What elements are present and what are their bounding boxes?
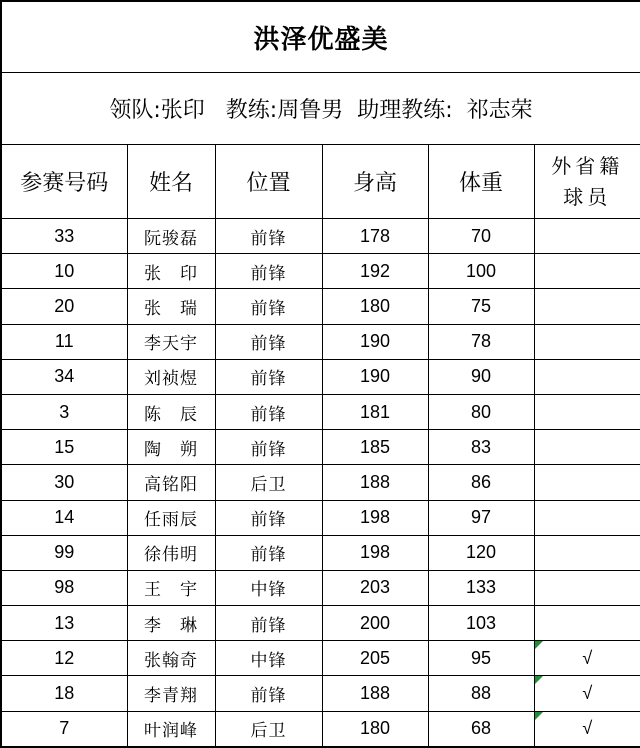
header-foreign-line2: 球员 xyxy=(535,182,640,213)
player-name-cell[interactable]: 任雨辰 xyxy=(127,500,215,535)
player-name-cell[interactable]: 刘祯煜 xyxy=(127,359,215,394)
player-position-cell[interactable]: 前锋 xyxy=(215,535,322,570)
player-number-cell[interactable]: 30 xyxy=(1,465,127,500)
player-name-cell[interactable]: 李 琳 xyxy=(127,606,215,641)
player-weight-cell[interactable]: 100 xyxy=(428,254,534,289)
header-position: 位置 xyxy=(215,145,322,219)
player-number-cell[interactable]: 98 xyxy=(1,570,127,605)
header-number: 参赛号码 xyxy=(1,145,127,219)
player-number-cell[interactable]: 3 xyxy=(1,394,127,429)
player-position-cell[interactable]: 前锋 xyxy=(215,606,322,641)
player-number-cell[interactable]: 15 xyxy=(1,430,127,465)
player-weight-cell[interactable]: 86 xyxy=(428,465,534,500)
table-row xyxy=(1,430,640,465)
foreign-player-cell[interactable] xyxy=(534,219,640,254)
table-row xyxy=(1,289,640,324)
player-weight-cell[interactable]: 90 xyxy=(428,359,534,394)
player-position-cell[interactable]: 前锋 xyxy=(215,676,322,711)
foreign-player-cell[interactable] xyxy=(534,324,640,359)
staff-line xyxy=(1,73,640,145)
table-row xyxy=(1,219,640,254)
column-header-row xyxy=(1,145,640,219)
table-row xyxy=(1,711,640,747)
player-position-cell[interactable]: 前锋 xyxy=(215,430,322,465)
player-height-cell[interactable]: 180 xyxy=(322,289,428,324)
player-number-cell[interactable]: 99 xyxy=(1,535,127,570)
player-position-cell[interactable]: 前锋 xyxy=(215,359,322,394)
player-weight-cell[interactable]: 75 xyxy=(428,289,534,324)
player-height-cell[interactable]: 188 xyxy=(322,676,428,711)
player-height-cell[interactable]: 198 xyxy=(322,500,428,535)
player-number-cell[interactable]: 13 xyxy=(1,606,127,641)
player-number-cell[interactable]: 14 xyxy=(1,500,127,535)
player-height-cell[interactable]: 180 xyxy=(322,711,428,747)
player-weight-cell[interactable]: 78 xyxy=(428,324,534,359)
player-weight-cell[interactable]: 70 xyxy=(428,219,534,254)
player-weight-cell[interactable]: 103 xyxy=(428,606,534,641)
player-number-cell[interactable]: 34 xyxy=(1,359,127,394)
comment-indicator-icon[interactable] xyxy=(535,712,543,720)
player-height-cell[interactable]: 192 xyxy=(322,254,428,289)
player-position-cell[interactable]: 前锋 xyxy=(215,324,322,359)
player-height-cell[interactable]: 178 xyxy=(322,219,428,254)
player-weight-cell[interactable]: 97 xyxy=(428,500,534,535)
header-foreign-player xyxy=(534,145,640,219)
player-height-cell[interactable]: 181 xyxy=(322,394,428,429)
player-number-cell[interactable]: 18 xyxy=(1,676,127,711)
player-weight-cell[interactable]: 133 xyxy=(428,570,534,605)
player-height-cell[interactable]: 188 xyxy=(322,465,428,500)
player-weight-cell[interactable]: 83 xyxy=(428,430,534,465)
player-number-cell[interactable]: 10 xyxy=(1,254,127,289)
player-position-cell[interactable]: 后卫 xyxy=(215,711,322,747)
player-name-cell[interactable]: 张翰奇 xyxy=(127,641,215,676)
leader-name: 张印 xyxy=(161,98,205,123)
table-row xyxy=(1,465,640,500)
foreign-player-cell[interactable] xyxy=(534,535,640,570)
coach-name: 周鲁男 xyxy=(277,98,343,123)
player-number-cell[interactable]: 20 xyxy=(1,289,127,324)
player-name-cell[interactable]: 李青翔 xyxy=(127,676,215,711)
player-number-cell[interactable]: 11 xyxy=(1,324,127,359)
player-weight-cell[interactable]: 95 xyxy=(428,641,534,676)
player-number-cell[interactable]: 12 xyxy=(1,641,127,676)
header-foreign-line1: 外省籍 xyxy=(535,151,640,182)
player-position-cell[interactable]: 前锋 xyxy=(215,254,322,289)
player-weight-cell[interactable]: 68 xyxy=(428,711,534,747)
player-name-cell[interactable]: 陶 朔 xyxy=(127,430,215,465)
player-height-cell[interactable]: 185 xyxy=(322,430,428,465)
foreign-player-cell[interactable] xyxy=(534,254,640,289)
foreign-player-cell[interactable] xyxy=(534,359,640,394)
player-name-cell[interactable]: 李天宇 xyxy=(127,324,215,359)
foreign-player-cell[interactable] xyxy=(534,394,640,429)
assistant-coach-label: 助理教练: xyxy=(357,98,452,123)
player-position-cell[interactable]: 前锋 xyxy=(215,289,322,324)
player-height-cell[interactable]: 205 xyxy=(322,641,428,676)
player-height-cell[interactable]: 203 xyxy=(322,570,428,605)
player-weight-cell[interactable]: 88 xyxy=(428,676,534,711)
table-row xyxy=(1,394,640,429)
header-weight: 体重 xyxy=(428,145,534,219)
foreign-player-cell[interactable]: √ xyxy=(534,641,640,676)
table-row xyxy=(1,324,640,359)
player-weight-cell[interactable]: 80 xyxy=(428,394,534,429)
table-row xyxy=(1,676,640,711)
assistant-coach-name: 祁志荣 xyxy=(467,98,533,123)
player-weight-cell[interactable]: 120 xyxy=(428,535,534,570)
foreign-player-cell[interactable] xyxy=(534,465,640,500)
table-row xyxy=(1,570,640,605)
player-position-cell[interactable]: 中锋 xyxy=(215,570,322,605)
player-name-cell[interactable]: 王 宇 xyxy=(127,570,215,605)
foreign-player-cell[interactable] xyxy=(534,606,640,641)
player-height-cell[interactable]: 190 xyxy=(322,324,428,359)
team-title: 洪泽优盛美 xyxy=(1,1,640,73)
foreign-player-cell[interactable]: √ xyxy=(534,711,640,747)
player-position-cell[interactable]: 中锋 xyxy=(215,641,322,676)
header-name: 姓名 xyxy=(127,145,215,219)
player-height-cell[interactable]: 198 xyxy=(322,535,428,570)
table-row xyxy=(1,254,640,289)
header-height: 身高 xyxy=(322,145,428,219)
player-name-cell[interactable]: 张 印 xyxy=(127,254,215,289)
player-position-cell[interactable]: 前锋 xyxy=(215,219,322,254)
foreign-player-cell[interactable] xyxy=(534,570,640,605)
leader-label: 领队: xyxy=(109,98,160,123)
player-position-cell[interactable]: 后卫 xyxy=(215,465,322,500)
player-name-cell[interactable]: 叶润峰 xyxy=(127,711,215,747)
table-row xyxy=(1,359,640,394)
foreign-player-cell[interactable] xyxy=(534,500,640,535)
comment-indicator-icon[interactable] xyxy=(535,641,543,649)
player-name-cell[interactable]: 张 瑞 xyxy=(127,289,215,324)
player-number-cell[interactable]: 33 xyxy=(1,219,127,254)
player-position-cell[interactable]: 前锋 xyxy=(215,500,322,535)
player-height-cell[interactable]: 190 xyxy=(322,359,428,394)
player-name-cell[interactable]: 徐伟明 xyxy=(127,535,215,570)
player-name-cell[interactable]: 阮骏磊 xyxy=(127,219,215,254)
player-height-cell[interactable]: 200 xyxy=(322,606,428,641)
foreign-player-cell[interactable] xyxy=(534,430,640,465)
comment-indicator-icon[interactable] xyxy=(535,676,543,684)
player-position-cell[interactable]: 前锋 xyxy=(215,394,322,429)
table-row xyxy=(1,606,640,641)
table-row xyxy=(1,641,640,676)
foreign-player-cell[interactable] xyxy=(534,289,640,324)
table-row xyxy=(1,535,640,570)
player-number-cell[interactable]: 7 xyxy=(1,711,127,747)
foreign-player-cell[interactable]: √ xyxy=(534,676,640,711)
player-name-cell[interactable]: 高铭阳 xyxy=(127,465,215,500)
coach-label: 教练: xyxy=(226,98,277,123)
table-row xyxy=(1,500,640,535)
player-name-cell[interactable]: 陈 辰 xyxy=(127,394,215,429)
